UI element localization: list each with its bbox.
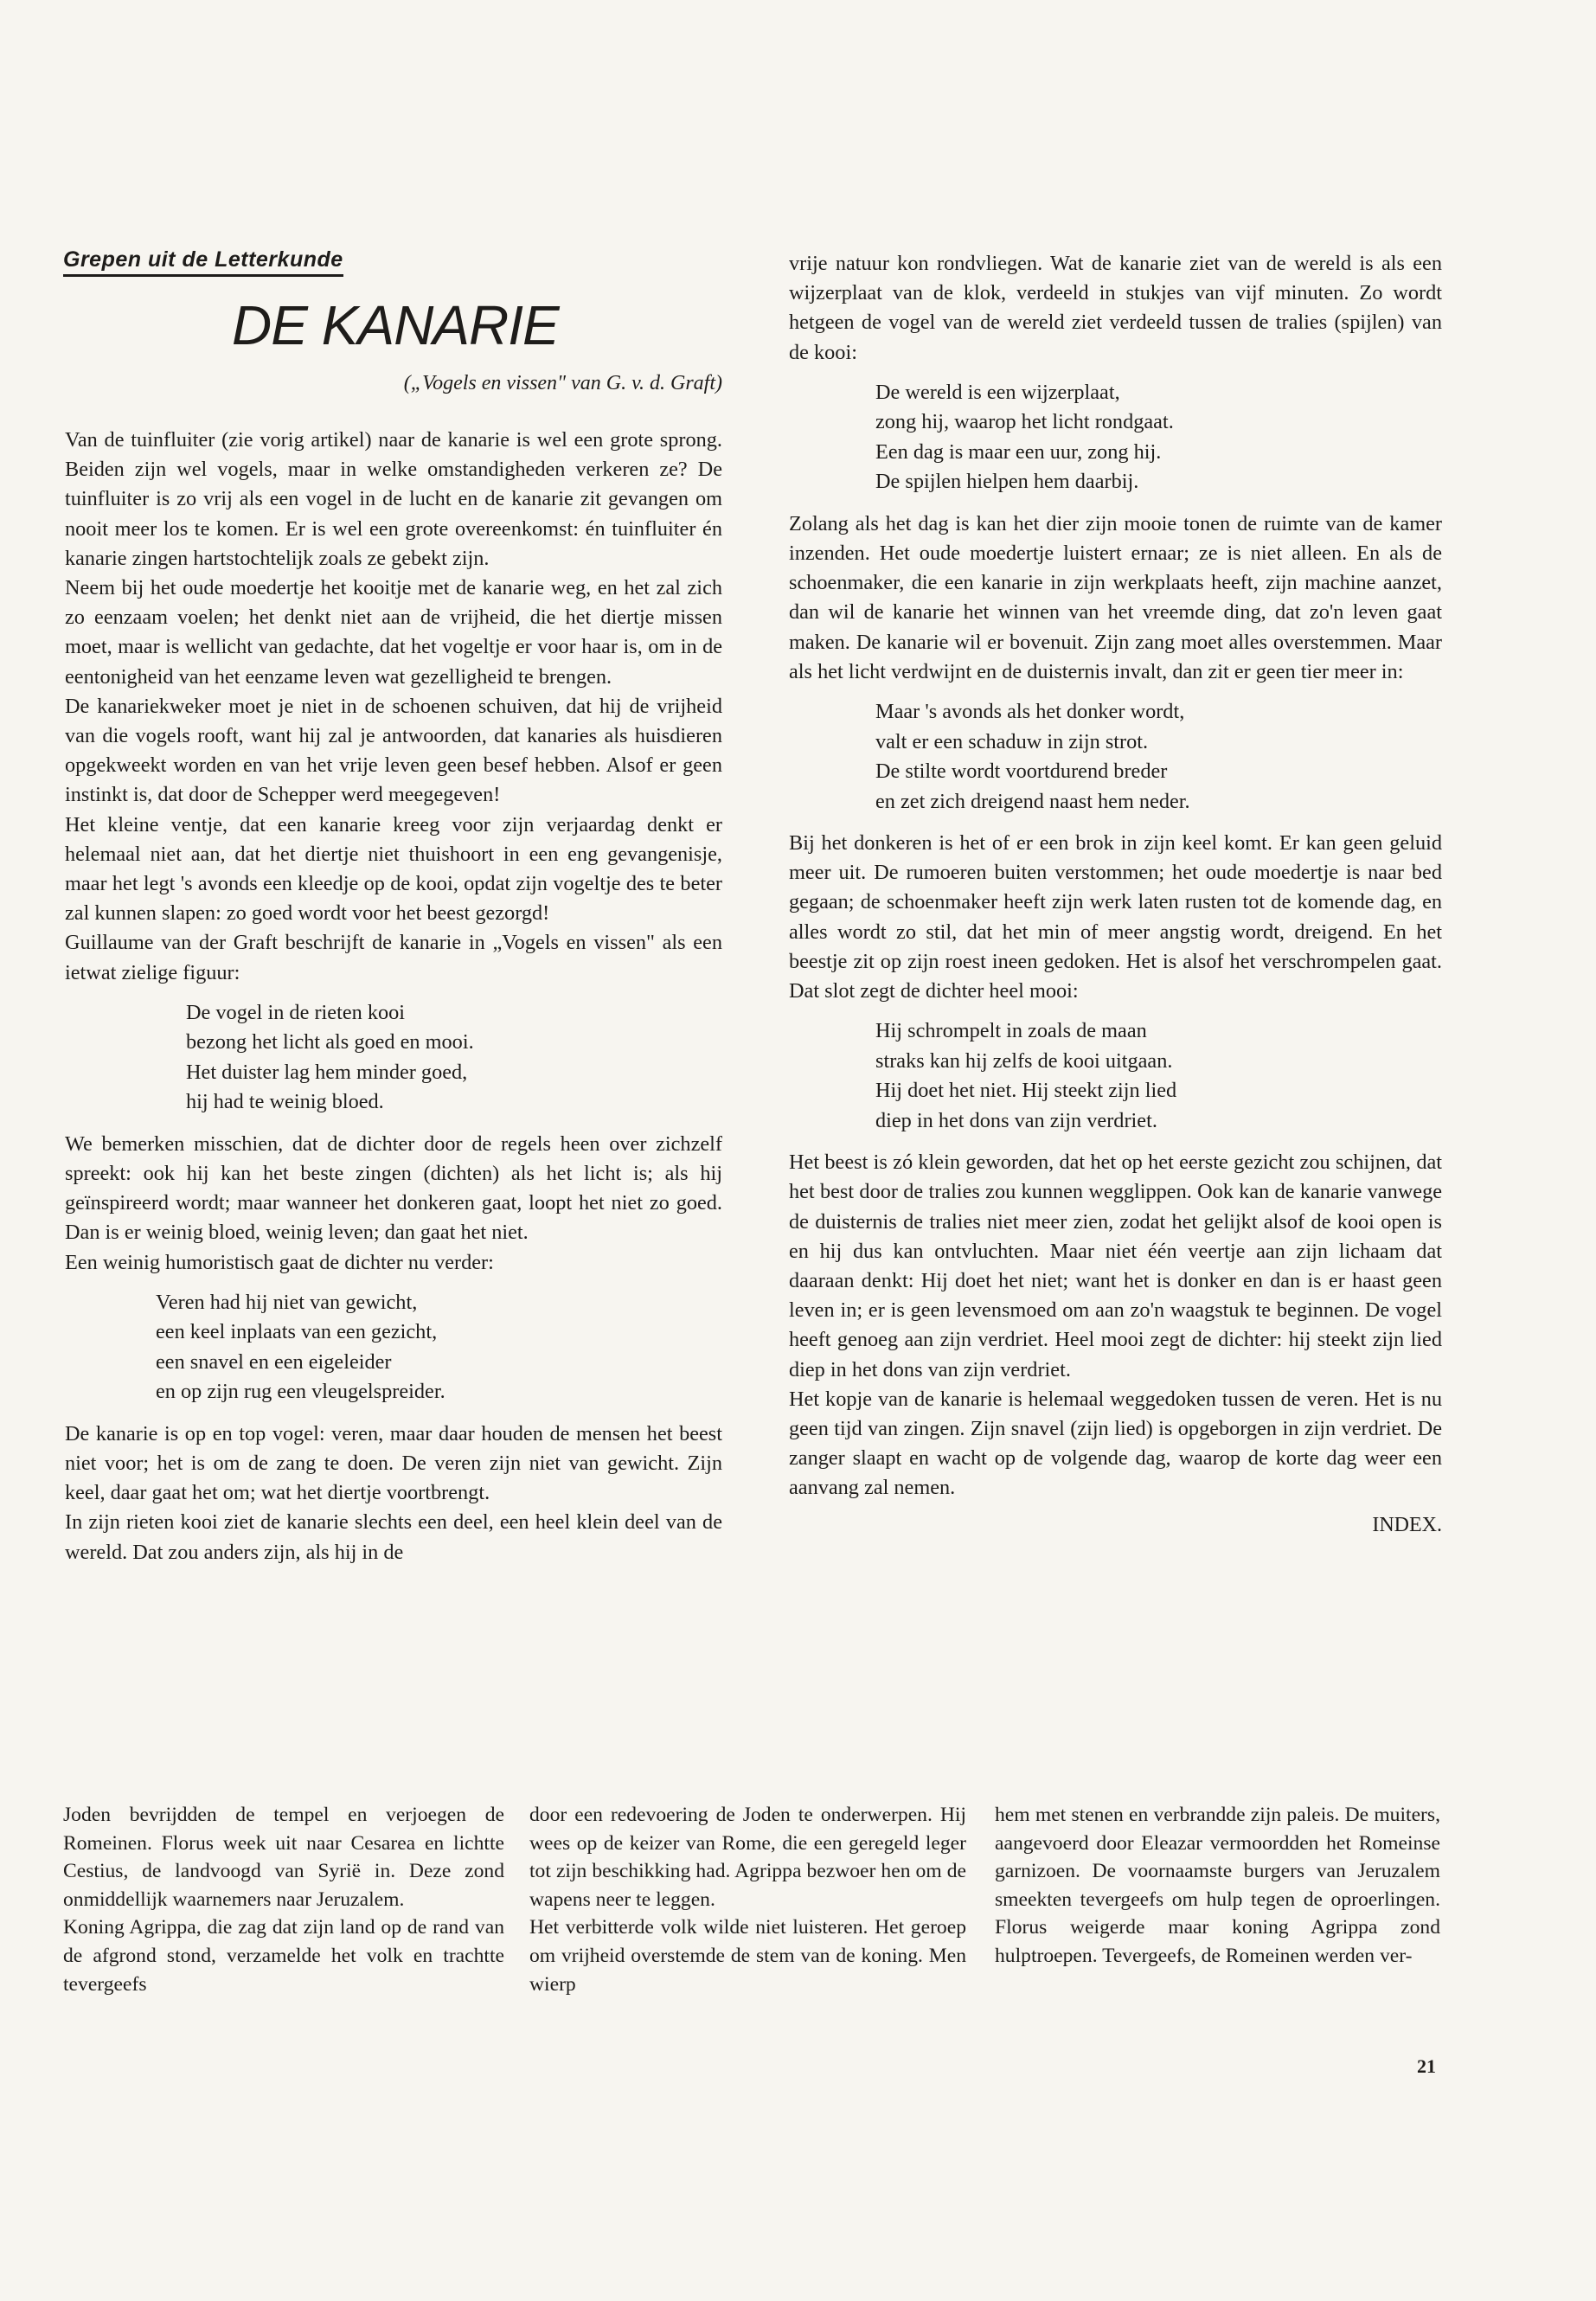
- poem-line: en op zijn rug een vleugelspreider.: [156, 1380, 445, 1404]
- poem-line: zong hij, waarop het licht rondgaat.: [875, 410, 1174, 434]
- paragraph: De kanarie is op en top vogel: veren, maar daar houden de mensen het beest niet voor; het is om de zang te doen. De veren zijn niet van gewicht. Zijn keel, daar gaat het om; wat het diertje voortbrengt.: [65, 1421, 722, 1505]
- poem-line: hij had te weinig bloed.: [186, 1090, 384, 1114]
- paragraph: Joden bevrijdden de tempel en verjoegen de Romeinen. Florus week uit naar Cesarea en lichtte Cestius, de landvoogd van Syrië in. Deze zond onmiddellijk waarnemers naar Jeruzalem.: [63, 1804, 504, 1911]
- paragraph: Guillaume van der Graft beschrijft de kanarie in „Vogels en vissen" als een ietwat zielige figuur:: [65, 931, 722, 984]
- poem-line: een snavel en een eigeleider: [156, 1349, 392, 1374]
- poem-line: Hij doet het niet. Hij steekt zijn lied: [875, 1079, 1177, 1103]
- poem-stanza: [875, 1016, 1442, 1136]
- poem-stanza: [156, 1288, 722, 1407]
- poem-line: Een dag is maar een uur, zong hij.: [875, 439, 1162, 464]
- paragraph: Het verbitterde volk wilde niet luisteren. Het geroep om vrijheid overstemde de stem van de koning. Men wierp: [529, 1916, 966, 1996]
- poem-line: De spijlen hielpen hem daarbij.: [875, 470, 1139, 494]
- paragraph: Het kleine ventje, dat een kanarie kreeg voor zijn verjaardag denkt er helemaal niet aan, dat het diertje niet thuishoort in een eng gevangenisje, maar het legt 's avonds een kleedje op de kooi, opdat zijn vogeltje des te beter zal kunnen slapen: zo goed wordt voor het beest gezorgd!: [65, 812, 722, 926]
- poem-stanza: [875, 378, 1442, 497]
- paragraph: hem met stenen en verbrandde zijn paleis. De muiters, aangevoerd door Eleazar vermoordden het Romeinse garnizoen. De voornaamste burgers van Jeruzalem smeekten tevergeefs om hulp tegen de oproerlingen. Florus weigerde maar koning Agrippa zond hulptroepen. Tevergeefs, de Romeinen werden ver-: [995, 1804, 1440, 1967]
- poem-line: straks kan hij zelfs de kooi uitgaan.: [875, 1048, 1173, 1073]
- paragraph: door een redevoering de Joden te onderwerpen. Hij wees op de keizer van Rome, die een geregeld leger tot zijn beschikking had. Agrippa bezwoer hen om de wapens neer te leggen.: [529, 1804, 966, 1911]
- paragraph: Bij het donkeren is het of er een brok in zijn keel komt. Er kan geen geluid meer uit. De rumoeren buiten verstommen; het oude moedertje is naar bed gegaan; de schoenmaker heeft zijn werk laten rusten tot de komende dag, en alles wordt zo stil, dat het min of meer angstig wordt, dreigend. En het beestje zit op zijn roest ineen gedoken. Het is alsof het verschrompelen gaat. Dat slot zegt de dichter heel mooi:: [789, 831, 1442, 1003]
- paragraph: We bemerken misschien, dat de dichter door de regels heen over zichzelf spreekt: ook hij kan het beste zingen (dichten) als het licht is; als hij geïnspireerd wordt; maar wanneer het donkeren gaat, loopt het niet zo goed. Dan is er weinig bloed, weinig leven; dan gaat het niet.: [65, 1131, 722, 1245]
- paragraph: Het kopje van de kanarie is helemaal weggedoken tussen de veren. Het is nu geen tijd van zingen. Zijn snavel (zijn lied) is opgeborgen in zijn verdriet. De zanger slaapt en wacht op de volgende dag, waarop de korte dag weer een aanvang zal nemen.: [789, 1387, 1442, 1500]
- author-signoff: INDEX.: [1372, 1513, 1442, 1536]
- poem-line: Hij schrompelt in zoals de maan: [875, 1019, 1147, 1043]
- poem-line: De vogel in de rieten kooi: [186, 1000, 406, 1024]
- paragraph: Koning Agrippa, die zag dat zijn land op de rand van de afgrond stond, verzamelde het volk en trachtte tevergeefs: [63, 1916, 504, 1996]
- paragraph: Het beest is zó klein geworden, dat het op het eerste gezicht zou schijnen, dat het best door de tralies zou kunnen wegglippen. Ook kan de kanarie vanwege de duisternis de tralies niet meer zien, zodat het gelijkt alsof de kooi open is en hij dus kan ontvluchten. Maar niet één veertje aan zijn lichaam dat daaraan denkt: Hij doet het niet; want het is donker en dan is er haast geen leven in; er is geen levensmoed om aan zo'n waagstuk te beginnen. De vogel heeft genoeg aan zijn verdriet. Heel mooi zegt de dichter: hij steekt zijn lied diep in het dons van zijn verdriet.: [789, 1150, 1442, 1381]
- bottom-column-3: [995, 1801, 1440, 1971]
- section-kicker: Grepen uit de Letterkunde: [63, 247, 343, 277]
- poem-line: bezong het licht als goed en mooi.: [186, 1030, 474, 1054]
- poem-line: en zet zich dreigend naast hem neder.: [875, 789, 1190, 813]
- article-title: DE KANARIE: [232, 294, 559, 356]
- paragraph: Zolang als het dag is kan het dier zijn mooie tonen de ruimte van de kamer inzenden. Het oude moedertje luistert ernaar; ze is niet alleen. En als de schoenmaker, die een kanarie in zijn werkplaats heeft, zijn machine aanzet, dan wil de kanarie het winnen van het vreemde ding, dat zo'n leven gaat maken. De kanarie wil er bovenuit. Zijn zang moet alles overstemmen. Maar als het licht verdwijnt en de duisternis invalt, dan zit er geen tier meer in:: [789, 511, 1442, 683]
- paragraph: Van de tuinfluiter (zie vorig artikel) naar de kanarie is wel een grote sprong. Beiden zijn wel vogels, maar in welke omstandigheden verkeren ze? De tuinfluiter is zo vrij als een vogel in de lucht en de kanarie zit gevangen om nooit meer los te komen. Er is wel een grote overeenkomst: én tuinfluiter én kanarie zingen hartstochtelijk zoals ze gebekt zijn.: [65, 428, 722, 570]
- paragraph: vrije natuur kon rondvliegen. Wat de kanarie ziet van de wereld is als een wijzerplaat van de klok, verdeeld in stukjes van vijf minuten. Zo wordt hetgeen de vogel van de wereld ziet verdeeld tussen de tralies (spijlen) van de kooi:: [789, 252, 1442, 364]
- poem-line: een keel inplaats van een gezicht,: [156, 1320, 438, 1344]
- paragraph: De kanariekweker moet je niet in de schoenen schuiven, dat hij de vrijheid van die vogels rooft, want hij zal je antwoorden, dat kanaries als huisdieren opgekweekt worden en van het vrije leven geen besef hebben. Alsof er geen instinkt is, dat door de Schepper werd meegegeven!: [65, 694, 722, 807]
- poem-line: valt er een schaduw in zijn strot.: [875, 729, 1149, 753]
- poem-line: Het duister lag hem minder goed,: [186, 1060, 468, 1084]
- poem-line: Veren had hij niet van gewicht,: [156, 1290, 418, 1314]
- paragraph: Een weinig humoristisch gaat de dichter nu verder:: [65, 1250, 494, 1274]
- paragraph: Neem bij het oude moedertje het kooitje met de kanarie weg, en het zal zich zo eenzaam voelen; het denkt niet aan de vrijheid, die het diertje missen moet, maar is wellicht van gedachte, dat het vogeltje er voor haar is, om in de eentonigheid van het eenzame leven wat gezelligheid te brengen.: [65, 576, 722, 689]
- paragraph: In zijn rieten kooi ziet de kanarie slechts een deel, een heel klein deel van de wereld. Dat zou anders zijn, als hij in de: [65, 1510, 722, 1564]
- poem-stanza: [186, 998, 722, 1118]
- left-column: [65, 426, 722, 1567]
- article-subtitle: („Vogels en vissen" van G. v. d. Graft): [403, 372, 722, 394]
- poem-line: diep in het dons van zijn verdriet.: [875, 1108, 1157, 1132]
- poem-line: De wereld is een wijzerplaat,: [875, 380, 1120, 404]
- bottom-column-1: [63, 1801, 504, 1998]
- poem-line: De stilte wordt voortdurend breder: [875, 760, 1168, 784]
- right-column: [789, 249, 1442, 1540]
- poem-stanza: [875, 697, 1442, 817]
- poem-line: Maar 's avonds als het donker wordt,: [875, 700, 1185, 724]
- page-number: 21: [1417, 2055, 1436, 2077]
- bottom-column-2: [529, 1801, 966, 1998]
